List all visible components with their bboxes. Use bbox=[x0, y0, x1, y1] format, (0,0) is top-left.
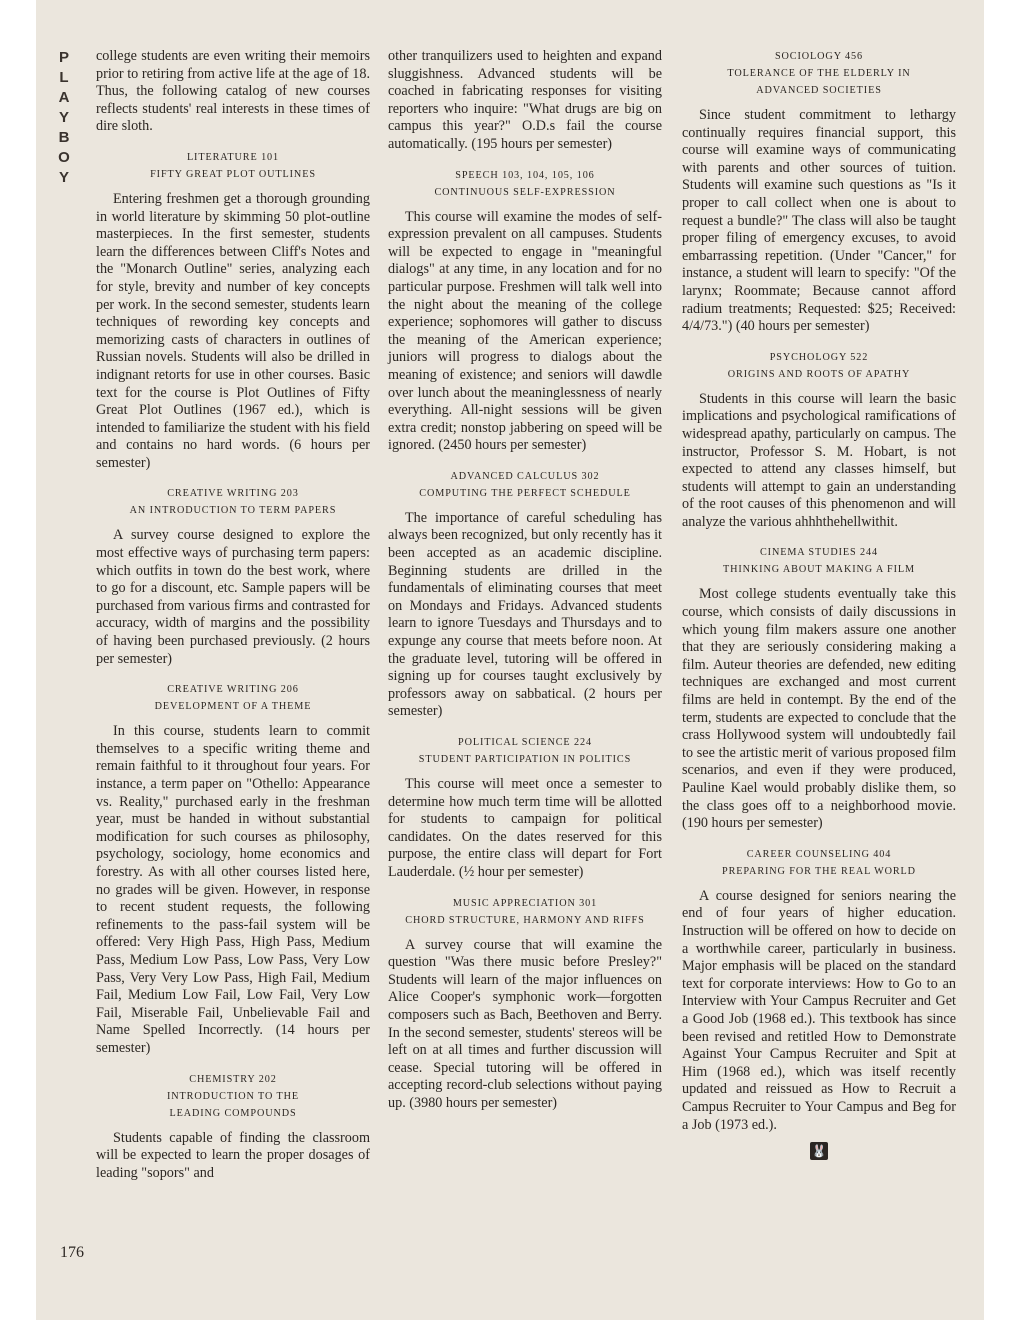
course-description: In this course, students learn to commit themselves to a specific writing theme and remain faithful to it throughout four years. For instance, a term paper on "Othello: Appearance vs. Reality," purchased early in the freshman year, must be handed in without substantial modification for such courses as philosophy, psychology, sociology, home economics and forestry. As with all other courses listed here, no grades will be given. However, in response to recent student requests, the following refinements to the pass-fail system will be offered: Very High Pass, High Pass, Medium Pass, Medium Low Pass, Low Pass, Very Low Pass, Very Very Low Pass, High Fail, Medium Fail, Medium Low Fail, Low Fail, Very Low Fail, Miserable Fail, Unbelievable Fail and Name Spelled Incorrectly. (14 hours per semester) bbox=[96, 723, 370, 1056]
course-heading bbox=[96, 1071, 370, 1122]
magazine-title-vertical bbox=[52, 48, 76, 188]
course-code: SOCIOLOGY 456 bbox=[774, 51, 863, 62]
course-code: CINEMA STUDIES 244 bbox=[759, 547, 879, 559]
page-number: 176 bbox=[60, 1244, 84, 1261]
course-title: ADVANCED SOCIETIES bbox=[756, 85, 882, 96]
course-description: The importance of careful scheduling has always been recognized, but only recently has it been accepted as an academic discipline. Beginning students are drilled in the fundamentals of eliminating courses that meet on Mondays and Fridays. Advanced students learn to ignore Tuesdays and Thursdays and to expunge any course that meets before noon. At the graduate level, tutoring will be offered in signing up for courses taught exclusively by professors away on sabbatical. (2 hours per semester) bbox=[388, 509, 662, 720]
course-heading bbox=[388, 167, 662, 201]
course-title: STUDENT PARTICIPATION IN POLITICS bbox=[418, 754, 632, 765]
course-heading bbox=[388, 734, 662, 768]
course-heading bbox=[388, 895, 662, 929]
course-description: A survey course designed to explore the most effective ways of purchasing term papers: which outfits in town do the best work, where to go for a discount, etc. Sample papers will be purchased from various firms and contrasted for accuracy, width of margins and the possibility of having been purchased previously. (2 hours per semester) bbox=[96, 527, 370, 667]
course-heading bbox=[682, 48, 956, 99]
course-title: THINKING ABOUT MAKING A FILM bbox=[723, 564, 915, 576]
title-letter: A bbox=[58, 89, 70, 106]
rabbit-logo-icon: 🐰 bbox=[811, 1144, 827, 1159]
intro-paragraph: college students are even writing their memoirs prior to retiring from active life at the age of 18. Thus, the following catalog of new courses reflects students' real interests in these times of dire sloth. bbox=[96, 48, 370, 135]
course-description: This course will examine the modes of self-expression prevalent on all campuses. Students will be expected to engage in "meaningful dialogs" at any time, in any location and for no particular purpose. Freshmen will talk well into the night about the meaning of the college experience; sophomores will gather to discuss the meaning of the American experience; juniors will progress to dialogs about the meaning of existence; and seniors will dawdle over lunch about the meaninglessness of nearly everything. All-night sessions will be given extra credit; nonstop jabbering on speed will be ignored. (2450 hours per semester) bbox=[388, 208, 662, 454]
course-title: LEADING COMPOUNDS bbox=[169, 1107, 297, 1119]
title-letter: O bbox=[58, 149, 70, 166]
course-title: TOLERANCE OF THE ELDERLY IN bbox=[727, 68, 911, 79]
title-letter: P bbox=[58, 49, 69, 66]
course-title: CONTINUOUS SELF-EXPRESSION bbox=[434, 186, 616, 198]
course-code: MUSIC APPRECIATION 301 bbox=[452, 897, 598, 909]
course-title: PREPARING FOR THE REAL WORLD bbox=[722, 865, 916, 877]
title-letter: B bbox=[58, 129, 70, 146]
course-title: COMPUTING THE PERFECT SCHEDULE bbox=[419, 487, 631, 499]
course-code: CREATIVE WRITING 203 bbox=[167, 488, 299, 500]
course-description: Since student commitment to lethargy continually requires financial support, this course will examine ways of communicating with parents and other sources of tuition. Students will examine such questions as "Is it proper to call collect when one is about to request a bundle?" The class will also be taught proper filing of emergency excuses, to avoid embarrassing repetition. (Under "Cancer," for instance, a student will learn to specify: "Of the larynx; Roommate; Because cannot afford radium treatments; Requested: $25; Received: 4/4/73.") (40 hours per semester) bbox=[682, 107, 956, 335]
course-code: PSYCHOLOGY 522 bbox=[769, 351, 869, 363]
course-heading bbox=[682, 349, 956, 383]
continued-paragraph: other tranquilizers used to heighten and expand sluggishness. Advanced students will be coached in fabricating responses for visiting reporters who inquire: "What drugs are big on campus this year?" O.D.s fail the course automatically. (195 hours per semester) bbox=[388, 48, 662, 152]
course-heading bbox=[682, 544, 956, 578]
course-code: LITERATURE 101 bbox=[186, 151, 280, 163]
course-code: ADVANCED CALCULUS 302 bbox=[450, 470, 600, 482]
course-code: CHEMISTRY 202 bbox=[189, 1073, 277, 1085]
column-2 bbox=[388, 48, 662, 1113]
course-code: SPEECH 103, 104, 105, 106 bbox=[455, 169, 595, 181]
course-title: INTRODUCTION TO THE bbox=[167, 1090, 299, 1102]
course-description: Students in this course will learn the basic implications and psychological ramifications of widespread apathy, particularly on campus. The instructor, Professor S. M. Hobart, is not expected to attend any classes himself, but students will attempt to gain an understanding of the root causes of this phenomenon and will analyze the various ahhhthehellwithit. bbox=[682, 390, 956, 530]
course-description: This course will meet once a semester to determine how much term time will be allotted for students to campaign for political candidates. On the dates reserved for this purpose, the entire class will depart for Fort Lauderdale. (½ hour per semester) bbox=[388, 776, 662, 880]
course-description: Most college students eventually take this course, which consists of daily discussions in which young film makers assure one another that they are seriously considering making a film. Auteur theories are defended, new editing techniques are exchanged and most current films are held in contempt. By the end of the term, students are expected to conclude that the crass Hollywood system will undoubtedly fail to see the artistic merit of various proposed film scenarios, and even if they were produced, Pauline Kael would probably dislike them, so the class goes off to a neighborhood movie. (190 hours per semester) bbox=[682, 586, 956, 832]
course-code: CREATIVE WRITING 206 bbox=[167, 684, 299, 696]
course-heading bbox=[682, 846, 956, 880]
course-title: DEVELOPMENT OF A THEME bbox=[154, 701, 312, 713]
course-heading bbox=[96, 149, 370, 183]
course-title: FIFTY GREAT PLOT OUTLINES bbox=[150, 168, 316, 180]
title-letter: Y bbox=[58, 169, 69, 186]
column-3 bbox=[682, 48, 956, 1160]
course-code: POLITICAL SCIENCE 224 bbox=[458, 737, 592, 748]
course-heading bbox=[388, 468, 662, 502]
course-heading bbox=[96, 681, 370, 715]
column-1 bbox=[96, 48, 370, 1182]
course-description: A survey course that will examine the question "Was there music before Presley?" Students will learn of the major influences on Alice Cooper's symphonic work—forgotten composers such as Bach, Beethoven and Berry. In the second semester, students' stereos will be left on at all times and further discussion will cease. Special tutoring will be offered in accepting record-club selections without paying up. (3980 hours per semester) bbox=[388, 936, 662, 1111]
course-title: AN INTRODUCTION TO TERM PAPERS bbox=[129, 505, 337, 517]
course-title: CHORD STRUCTURE, HARMONY AND RIFFS bbox=[405, 914, 645, 926]
course-description: Students capable of finding the classroom will be expected to learn the proper dosages of leading "sopors" and bbox=[96, 1129, 370, 1181]
course-code: CAREER COUNSELING 404 bbox=[746, 848, 892, 860]
course-description: Entering freshmen get a thorough grounding in world literature by skimming 50 plot-outline masterpieces. In the first semester, students learn the differences between Cliff's Notes and the "Monarch Outline" series, analyzing each for style, brevity and number of key concepts per work. In the second semester, students learn techniques of rewording key concepts and memorizing casts of characters in outlines of Russian novels. Students will also be drilled in indignant retorts for use in other courses. Basic text for the course is Plot Outlines of Fifty Great Plot Outlines (1967 ed.), which is intended to familiarize the student with his field and contains no hard words. (6 hours per semester) bbox=[96, 190, 370, 471]
course-heading bbox=[96, 485, 370, 519]
title-letter: Y bbox=[58, 109, 69, 126]
course-title: ORIGINS AND ROOTS OF APATHY bbox=[727, 368, 911, 380]
course-description: A course designed for seniors nearing the end of four years of higher education. Instruction will be offered on how to decide on a worthwhile career, particularly in business. Major emphasis will be placed on the standard text for corporate interviews: How to Go to an Interview with Your Campus Recruiter and Get a Good Job (1968 ed.). This textbook has since been revised and retitled How to Demonstrate Against Your Campus Recruiter and Spit at Him (1968 ed.), which was itself recently updated and reissued as How to Recruit a Campus Recruiter to Your Campus and Beg for a Job (1973 ed.). bbox=[682, 887, 956, 1133]
title-letter: L bbox=[59, 69, 69, 86]
